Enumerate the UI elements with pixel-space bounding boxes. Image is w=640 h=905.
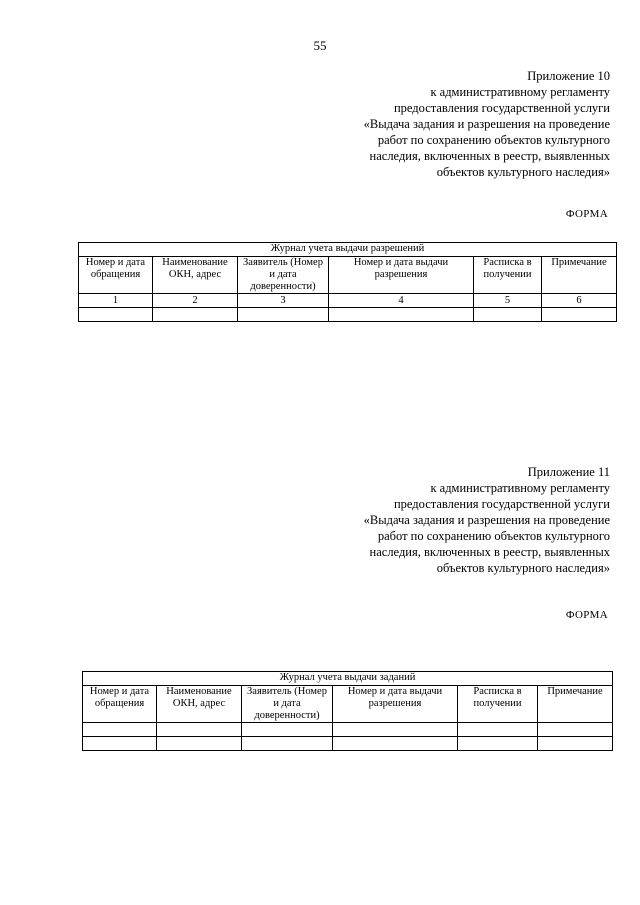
table-row xyxy=(83,737,613,751)
table-cell xyxy=(333,723,458,737)
appendix-11-line: наследия, включенных в реестр, выявленных xyxy=(369,545,610,559)
appendix-11-line: «Выдача задания и разрешения на проведение xyxy=(363,513,610,527)
column-header: Наименование ОКН, адрес xyxy=(157,686,242,723)
appendix-10-line: наследия, включенных в реестр, выявленных xyxy=(369,149,610,163)
appendix-11-line: работ по сохранению объектов культурного xyxy=(377,529,610,543)
table-cell xyxy=(538,737,613,751)
table-cell xyxy=(329,308,474,322)
table-cell xyxy=(242,737,333,751)
column-header: Номер и дата выдачи разрешения xyxy=(333,686,458,723)
appendix-11-line: предоставления государственной услуги xyxy=(393,497,610,511)
column-number: 6 xyxy=(542,294,617,308)
column-number: 2 xyxy=(153,294,238,308)
appendix-10-header xyxy=(280,68,610,180)
table-cell xyxy=(333,737,458,751)
table-title-row xyxy=(79,243,617,257)
appendix-11-header xyxy=(280,464,610,576)
appendix-10-line: работ по сохранению объектов культурного xyxy=(377,133,610,147)
column-header: Номер и дата обращения xyxy=(83,686,157,723)
column-header: Заявитель (Номер и дата доверенности) xyxy=(238,257,329,294)
appendix-10-line: «Выдача задания и разрешения на проведение xyxy=(363,117,610,131)
page-number: 55 xyxy=(313,38,327,53)
table-cell xyxy=(153,308,238,322)
table-cell xyxy=(458,737,538,751)
appendix-10-line: объектов культурного наследия» xyxy=(436,165,610,179)
tasks-journal-table xyxy=(82,671,613,751)
column-header: Примечание xyxy=(538,686,613,723)
table-row xyxy=(79,308,617,322)
column-header: Номер и дата обращения xyxy=(79,257,153,294)
column-number: 5 xyxy=(474,294,542,308)
column-header: Примечание xyxy=(542,257,617,294)
forma-label-1: ФОРМА xyxy=(565,208,608,220)
table-cell xyxy=(242,723,333,737)
appendix-10-line: предоставления государственной услуги xyxy=(393,101,610,115)
column-header: Заявитель (Номер и дата доверенности) xyxy=(242,686,333,723)
column-header: Наименование ОКН, адрес xyxy=(153,257,238,294)
column-number: 3 xyxy=(238,294,329,308)
column-number: 1 xyxy=(79,294,153,308)
table-cell xyxy=(83,737,157,751)
table-title-row xyxy=(83,672,613,686)
table-cell xyxy=(83,723,157,737)
table-cell xyxy=(542,308,617,322)
appendix-11-line: объектов культурного наследия» xyxy=(436,561,610,575)
table-cell xyxy=(79,308,153,322)
column-number: 4 xyxy=(329,294,474,308)
appendix-11-title: Приложение 11 xyxy=(527,465,610,479)
appendix-10-title: Приложение 10 xyxy=(527,69,610,83)
permits-journal-table xyxy=(78,242,617,322)
column-number-row xyxy=(79,294,617,308)
table-header-row xyxy=(83,686,613,723)
column-header: Номер и дата выдачи разрешения xyxy=(329,257,474,294)
table-cell xyxy=(538,723,613,737)
table-header-row xyxy=(79,257,617,294)
table-cell xyxy=(238,308,329,322)
table-cell xyxy=(458,723,538,737)
table-row xyxy=(83,723,613,737)
appendix-10-line: к административному регламенту xyxy=(430,85,610,99)
column-header: Расписка в получении xyxy=(474,257,542,294)
table-cell xyxy=(474,308,542,322)
table-cell xyxy=(157,737,242,751)
forma-label-2: ФОРМА xyxy=(565,609,608,621)
column-header: Расписка в получении xyxy=(458,686,538,723)
appendix-11-line: к административному регламенту xyxy=(430,481,610,495)
table-cell xyxy=(157,723,242,737)
table-title: Журнал учета выдачи разрешений xyxy=(79,243,617,257)
table-title: Журнал учета выдачи заданий xyxy=(83,672,613,686)
